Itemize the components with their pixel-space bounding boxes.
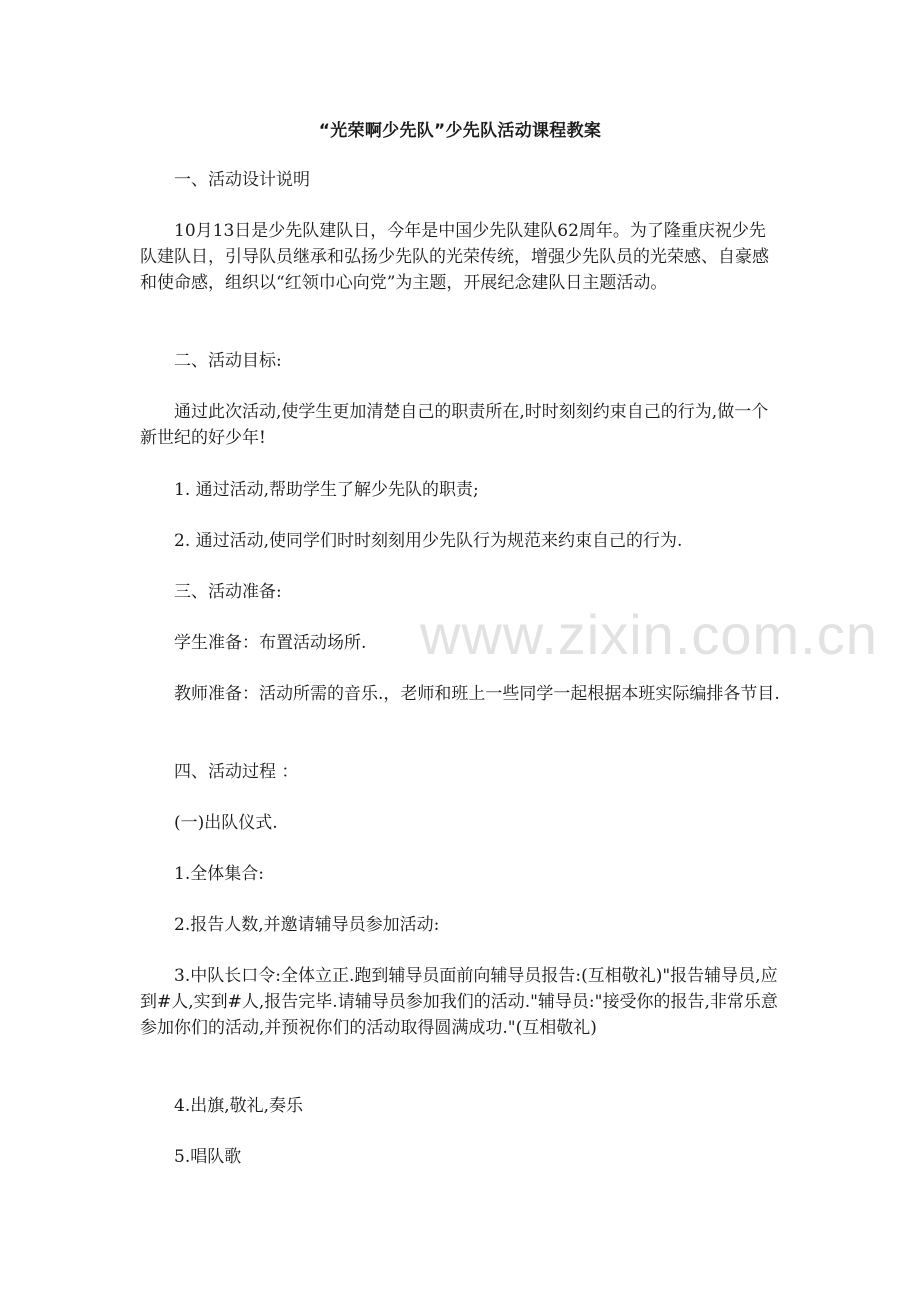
- process-step-4: 4.出旗,敬礼,奏乐: [174, 1096, 304, 1116]
- watermark: www.zixin.com.cn: [420, 603, 878, 666]
- section-heading-3: 三、活动准备:: [174, 582, 282, 602]
- student-preparation: 学生准备：布置活动场所.: [174, 633, 367, 653]
- section-heading-4: 四、活动过程 ：: [174, 762, 299, 782]
- process-step-3: 3.中队长口令:全体立正.跑到辅导员面前向辅导员报告:(互相敬礼)"报告辅导员,应到#人,实到#人,报告完毕.请辅导员参加我们的活动."辅导员:"接受你的报告,非常乐意参加你们的活动,并预祝你们的活动取得圆满成功."(互相敬礼): [140, 966, 778, 1038]
- section-heading-2: 二、活动目标:: [174, 351, 282, 371]
- document-title: “光荣啊少先队”少先队活动课程教案: [318, 121, 602, 141]
- goal-item-1: 1. 通过活动,帮助学生了解少先队的职责;: [174, 480, 479, 500]
- paragraph-goal: 通过此次活动,使学生更加清楚自己的职责所在,时时刻刻约束自己的行为,做一个新世纪的好少年!: [140, 402, 769, 448]
- process-step-5: 5.唱队歌: [174, 1147, 242, 1167]
- teacher-preparation: 教师准备：活动所需的音乐.，老师和班上一些同学一起根据本班实际编排各节目.: [174, 684, 780, 704]
- goal-item-2: 2. 通过活动,使同学们时时刻刻用少先队行为规范来约束自己的行为.: [174, 531, 683, 551]
- paragraph-intro: 10月13日是少先队建队日，今年是中国少先队建队62周年。为了隆重庆祝少先队建队日，引导队员继承和弘扬少先队的光荣传统，增强少先队员的光荣感、自豪感和使命感，组织以“红领巾心向党”为主题，开展纪念建队日主题活动。: [140, 221, 769, 293]
- process-step-2: 2.报告人数,并邀请辅导员参加活动:: [174, 915, 440, 935]
- section-heading-1: 一、活动设计说明: [174, 170, 310, 190]
- process-step-1: 1.全体集合:: [174, 864, 264, 884]
- subsection-heading-1: (一)出队仪式.: [174, 813, 278, 833]
